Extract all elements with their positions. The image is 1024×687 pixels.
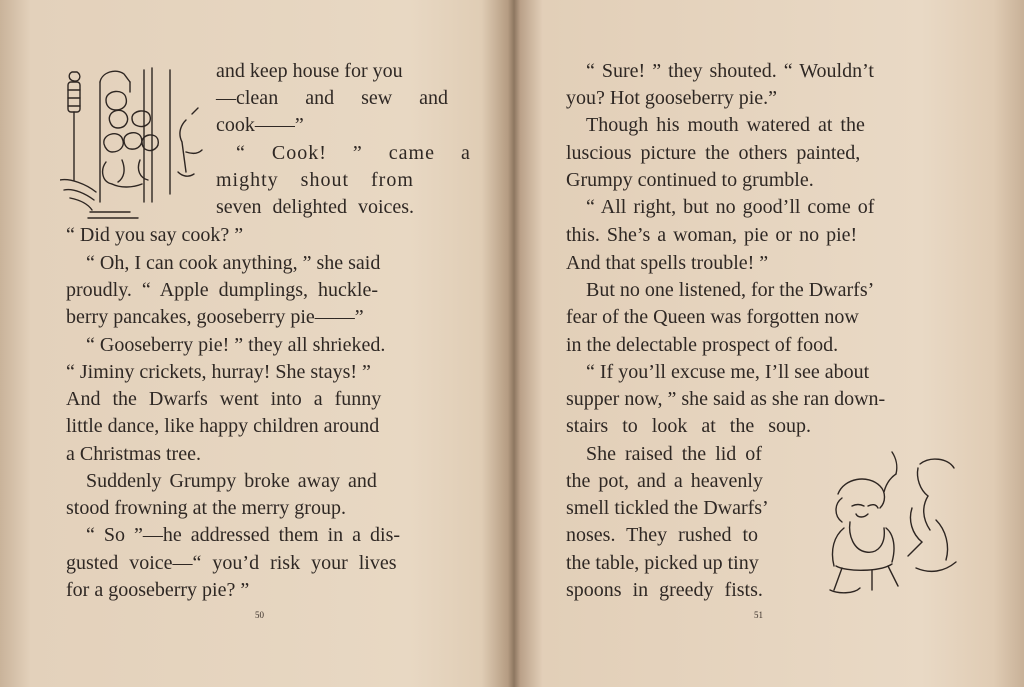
text-line: “ Sure! ” they shouted. “ Wouldn’t <box>586 60 874 82</box>
text-line: “ So ”—he addressed them in a dis- <box>86 524 401 546</box>
text-line: And the Dwarfs went into a funny <box>66 388 382 410</box>
text-line: mighty shout from <box>216 169 414 191</box>
text-line: this. She’s a woman, pie or no pie! <box>566 224 858 246</box>
page-number: 50 <box>255 610 264 620</box>
text-line: “ All right, but no good’ll come of <box>586 196 875 218</box>
text-line: the pot, and a heavenly <box>566 470 763 492</box>
grumpy-and-dwarf-icon <box>816 448 966 598</box>
text-line: supper now, ” she said as she ran down- <box>566 388 886 410</box>
text-line: for a gooseberry pie? ” <box>66 579 250 601</box>
text-line: —clean and sew and <box>216 87 449 109</box>
text-line: Though his mouth watered at the <box>586 114 865 136</box>
text-line: stairs to look at the soup. <box>566 415 811 437</box>
text-line: proudly. “ Apple dumplings, huckle- <box>66 279 378 301</box>
text-line: little dance, like happy children around <box>66 415 380 437</box>
text-line: seven delighted voices. <box>216 196 415 218</box>
text-line: cook——” <box>216 114 304 136</box>
page-number: 51 <box>754 610 763 620</box>
text-line: “ Oh, I can cook anything, ” she said <box>86 252 381 274</box>
text-line: Grumpy continued to grumble. <box>566 169 814 191</box>
text-line: fear of the Queen was forgotten now <box>566 306 859 328</box>
text-line: But no one listened, for the Dwarfs’ <box>586 279 875 301</box>
text-line: And that spells trouble! ” <box>566 252 769 274</box>
text-line: you? Hot gooseberry pie.” <box>566 87 778 109</box>
text-line: and keep house for you <box>216 60 403 82</box>
right-page <box>512 0 1024 687</box>
text-line: “ Did you say cook? ” <box>66 224 244 246</box>
text-line: the table, picked up tiny <box>566 552 759 574</box>
text-line: She raised the lid of <box>586 443 762 465</box>
text-line: noses. They rushed to <box>566 524 759 546</box>
text-line: spoons in greedy fists. <box>566 579 763 601</box>
text-line: stood frowning at the merry group. <box>66 497 346 519</box>
text-line: in the delectable prospect of food. <box>566 334 839 356</box>
text-line: “ If you’ll excuse me, I’ll see about <box>586 361 870 383</box>
dwarfs-in-doorway-icon <box>60 62 210 220</box>
text-line: a Christmas tree. <box>66 443 201 465</box>
text-line: berry pancakes, gooseberry pie——” <box>66 306 364 328</box>
text-line: “ Cook! ” came a <box>236 142 471 164</box>
text-line: smell tickled the Dwarfs’ <box>566 497 769 519</box>
text-line: “ Jiminy crickets, hurray! She stays! ” <box>66 361 371 383</box>
text-line: gusted voice—“ you’d risk your lives <box>66 552 397 574</box>
text-line: “ Gooseberry pie! ” they all shrieked. <box>86 334 386 356</box>
text-line: luscious picture the others painted, <box>566 142 861 164</box>
text-line: Suddenly Grumpy broke away and <box>86 470 377 492</box>
